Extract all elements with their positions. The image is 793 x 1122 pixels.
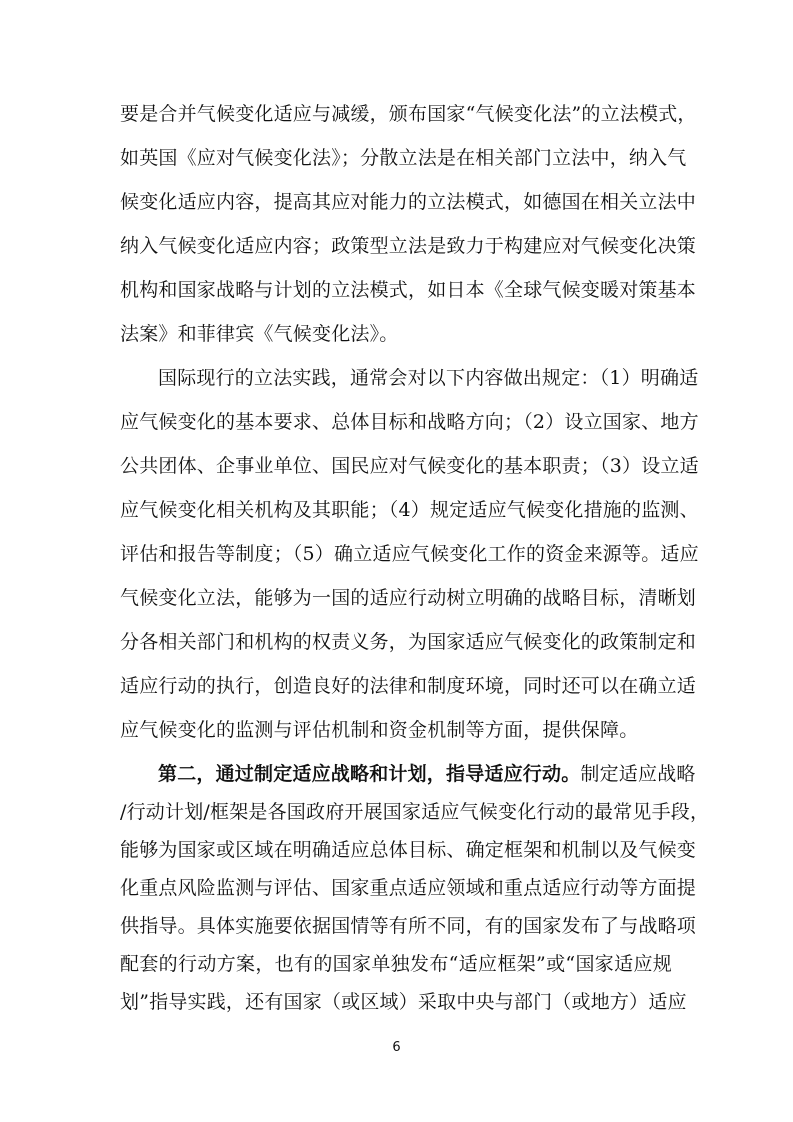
text-line: 要是合并气候变化适应与减缓，颁布国家“气候变化法”的立法模式， <box>120 103 697 125</box>
text-line: 适应行动的执行，创造良好的法律和制度环境，同时还可以在确立适 <box>120 675 697 697</box>
text-line: 公共团体、企事业单位、国民应对气候变化的基本职责；（3）设立适 <box>120 455 699 477</box>
paragraph-heading: 第二，通过制定适应战略和计划，指导适应行动。 <box>158 763 581 785</box>
heading-line-rest: 制定适应战略 <box>580 763 696 785</box>
text-line: 能够为国家或区域在明确适应总体目标、确定框架和机制以及气候变 <box>120 839 697 861</box>
text-line: 应气候变化的监测与评估机制和资金机制等方面，提供保障。 <box>120 719 639 741</box>
text-line: 评估和报告等制度；（5）确立适应气候变化工作的资金来源等。适应 <box>120 543 699 565</box>
text-line: 配套的行动方案，也有的国家单独发布“适应框架”或“国家适应规 <box>120 953 672 975</box>
text-line: 供指导。具体实施要依据国情等有所不同，有的国家发布了与战略项 <box>120 915 697 937</box>
text-line: 国际现行的立法实践，通常会对以下内容做出规定：（1）明确适 <box>158 367 699 389</box>
text-line: 应气候变化的基本要求、总体目标和战略方向；（2）设立国家、地方 <box>120 411 699 433</box>
text-line: 法案》和菲律宾《气候变化法》。 <box>120 323 399 345</box>
text-line: 气候变化立法，能够为一国的适应行动树立明确的战略目标，清晰划 <box>120 587 697 609</box>
text-line: 化重点风险监测与评估、国家重点适应领域和重点适应行动等方面提 <box>120 877 697 899</box>
text-line: 划”指导实践，还有国家（或区域）采取中央与部门（或地方）适应 <box>120 991 687 1013</box>
text-line: /行动计划/框架是各国政府开展国家适应气候变化行动的最常见手段， <box>120 801 710 823</box>
text-line: 如英国《应对气候变化法》；分散立法是在相关部门立法中，纳入气 <box>120 147 687 169</box>
text-line: 候变化适应内容，提高其应对能力的立法模式，如德国在相关立法中 <box>120 191 697 213</box>
text-line: 机构和国家战略与计划的立法模式，如日本《全球气候变暖对策基本 <box>120 279 697 301</box>
text-line: 分各相关部门和机构的权责义务，为国家适应气候变化的政策制定和 <box>120 631 697 653</box>
page-number: 6 <box>392 1040 401 1055</box>
text-line: 纳入气候变化适应内容；政策型立法是致力于构建应对气候变化决策 <box>120 235 697 257</box>
text-line <box>158 761 696 787</box>
text-line: 应气候变化相关机构及其职能；（4）规定适应气候变化措施的监测、 <box>120 499 699 521</box>
